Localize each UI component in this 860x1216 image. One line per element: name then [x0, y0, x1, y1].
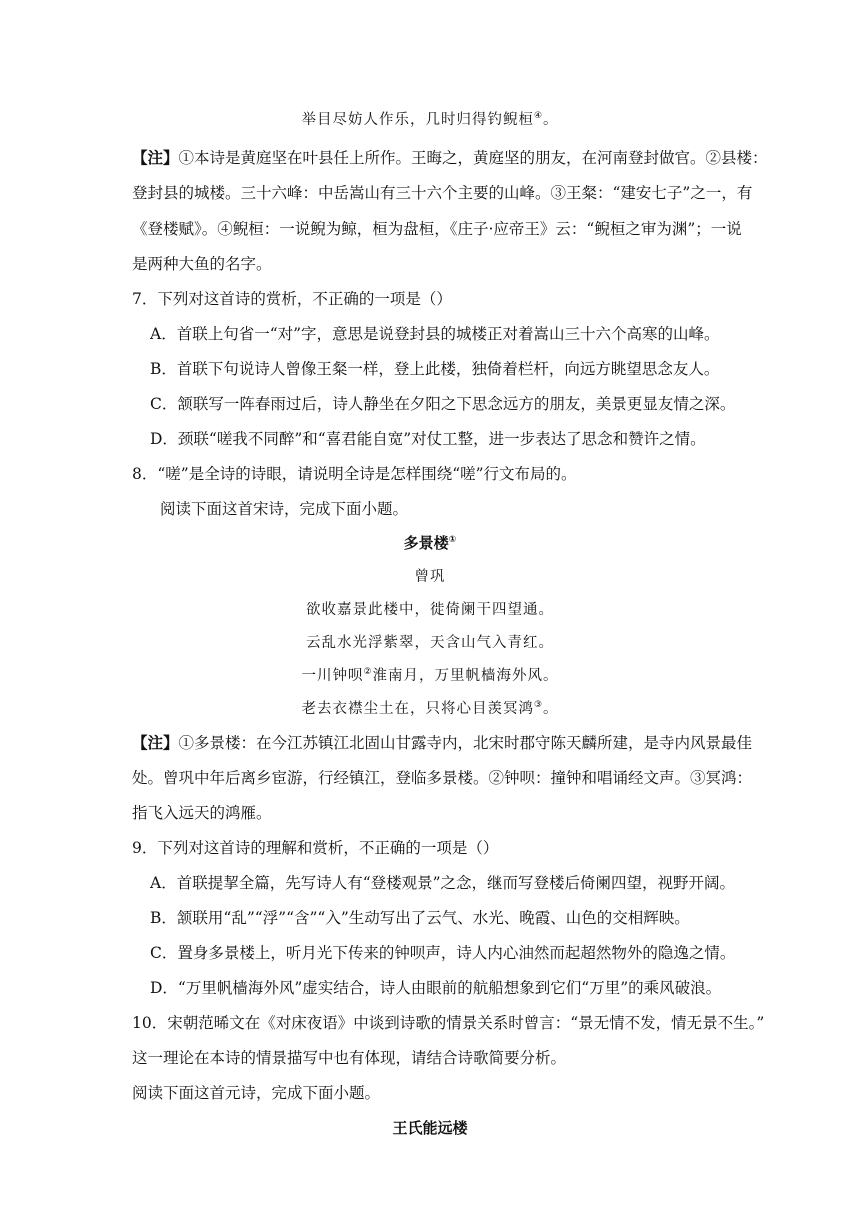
- answer-option: B．首联下句说诗人曾像王粲一样，登上此楼，独倚着栏杆，向远方眺望思念友人。: [150, 360, 720, 378]
- answer-option: A．首联提挈全篇，先写诗人有“登楼观景”之念，继而写登楼后倚阑四望，视野开阔。: [150, 874, 736, 892]
- answer-option: C．颔联写一阵春雨过后，诗人静坐在夕阳之下思念远方的朋友，美景更显友情之深。: [150, 395, 736, 413]
- note-line: 指飞入远天的鸿雁。: [132, 804, 272, 822]
- footnote-marker: ①: [448, 535, 457, 545]
- poem-line: 老去衣襟尘土在，只将心目羡冥鸿③。: [301, 700, 559, 717]
- poem-line: 一川钟呗②淮南月，万里帆樯海外风。: [301, 667, 559, 684]
- poem-line: 欲收嘉景此楼中，徙倚阑干四望通。: [306, 602, 554, 618]
- footnote-marker: ③: [533, 700, 544, 711]
- note-line: 【注】①本诗是黄庭坚在叶县任上所作。王晦之，黄庭坚的朋友，在河南登封做官。②县楼：: [132, 148, 768, 167]
- note-line: 处。曾巩中年后离乡宦游，行经镇江，登临多景楼。②钟呗：撞钟和唱诵经文声。③冥鸿：: [132, 769, 753, 787]
- answer-option: A．首联上句省一“对”字，意思是说登封县的城楼正对着嵩山三十六个高寒的山峰。: [150, 325, 720, 343]
- poem-title: 王氏能远楼: [392, 1119, 468, 1137]
- note-tag: 【注】: [132, 733, 179, 752]
- answer-option: D．“万里帆樯海外风”虚实结合，诗人由眼前的航船想象到它们“万里”的乘风破浪。: [150, 979, 722, 997]
- note-tag: 【注】: [132, 148, 179, 167]
- question-stem: 这一理论在本诗的情景描写中也有体现，请结合诗歌简要分析。: [132, 1049, 567, 1067]
- footnote-marker: ④: [533, 111, 544, 122]
- poem-author: 曾巩: [414, 569, 446, 585]
- poem-line: 举目尽妨人作乐，几时归得钓鲵桓④。: [301, 111, 559, 128]
- note-line: 【注】①多景楼：在今江苏镇江北固山甘露寺内，北宋时郡守陈天麟所建，是寺内风景最佳: [132, 733, 753, 752]
- note-line: 《登楼赋》。④鲵桓：一说鲵为鲸，桓为盘桓，《庄子·应帝王》云：“鲵桓之审为渊”；一说: [132, 220, 742, 238]
- answer-option: B．颔联用“乱”“浮”“含”“入”生动写出了云气、水光、晚霞、山色的交相辉映。: [150, 909, 690, 927]
- reading-instruction: 阅读下面这首宋诗，完成下面小题。: [160, 500, 409, 518]
- answer-option: C．置身多景楼上，听月光下传来的钟呗声，诗人内心油然而起超然物外的隐逸之情。: [150, 944, 736, 962]
- answer-option: D．颈联“嗟我不同醉”和“喜君能自宽”对仗工整，进一步表达了思念和赞许之情。: [150, 430, 706, 448]
- footnote-marker: ②: [363, 667, 373, 678]
- question-stem: 9．下列对这首诗的理解和赏析，不正确的一项是（）: [132, 839, 499, 857]
- poem-title: 多景楼①: [403, 534, 457, 552]
- question-stem: 8．“嗟”是全诗的诗眼，请说明全诗是怎样围绕“嗟”行文布局的。: [132, 465, 577, 483]
- reading-instruction: 阅读下面这首元诗，完成下面小题。: [132, 1084, 381, 1102]
- note-line: 登封县的城楼。三十六峰：中岳嵩山有三十六个主要的山峰。③王粲：“建安七子”之一，有: [132, 184, 753, 202]
- question-stem: 7．下列对这首诗的赏析，不正确的一项是（）: [132, 290, 452, 308]
- note-line: 是两种大鱼的名字。: [132, 255, 272, 273]
- question-stem: 10．宋朝范晞文在《对床夜语》中谈到诗歌的情景关系时曾言：“景无情不发，情无景不生。”: [132, 1014, 765, 1032]
- poem-line: 云乱水光浮紫翠，天含山气入青红。: [306, 635, 554, 651]
